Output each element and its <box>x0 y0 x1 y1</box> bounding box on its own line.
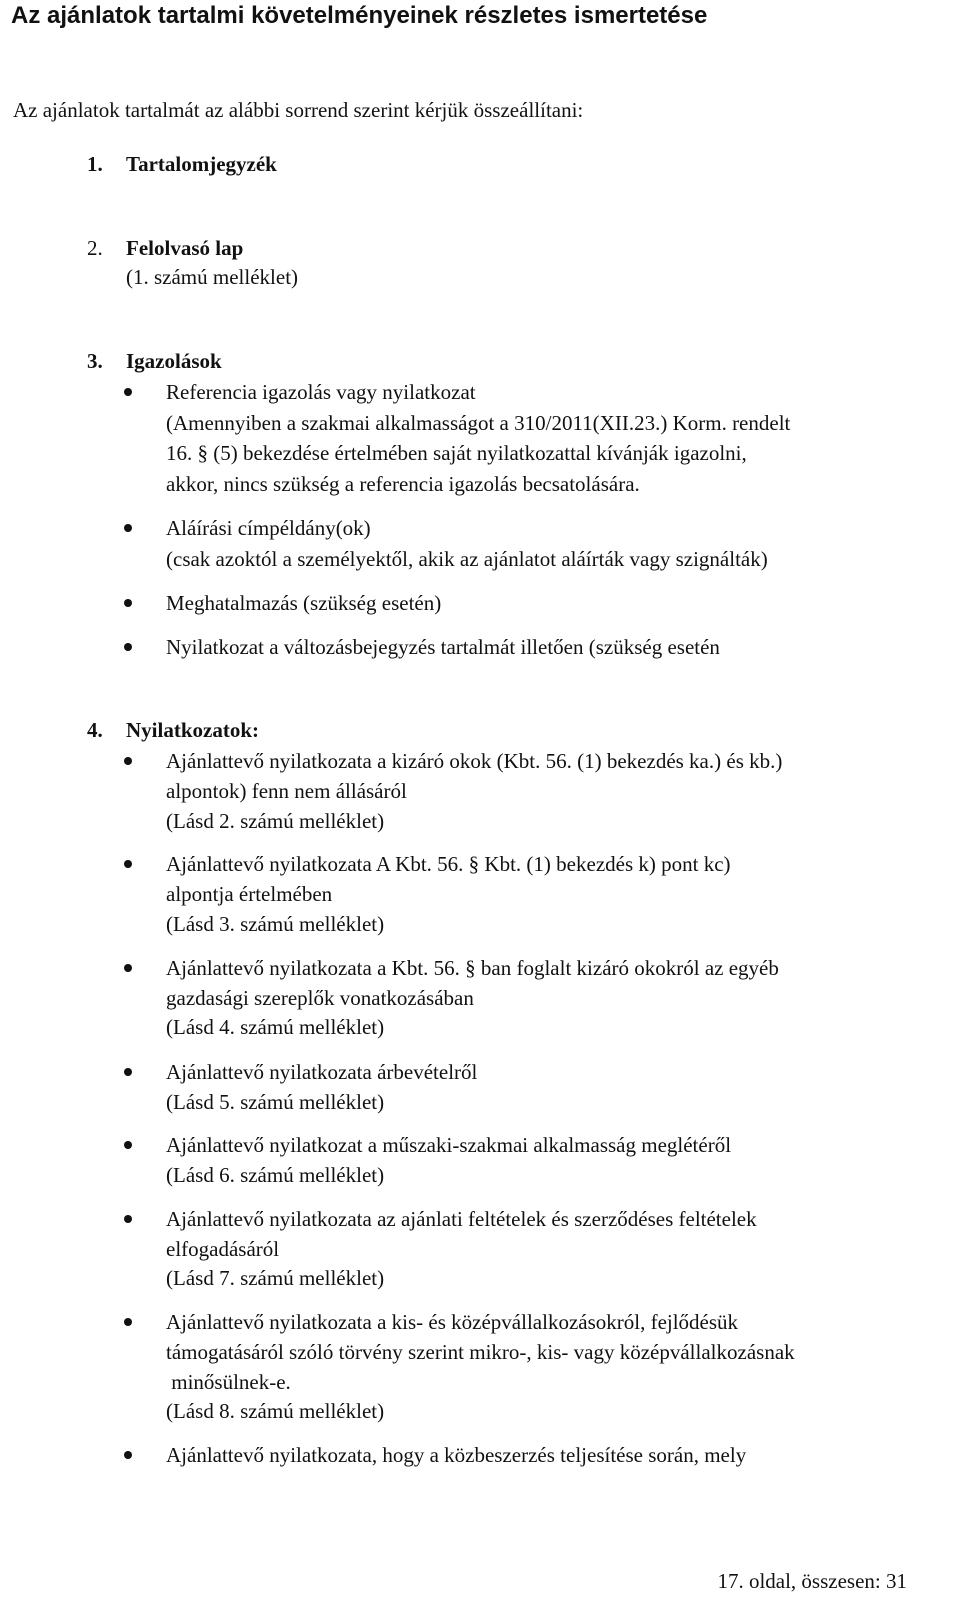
bullet-icon <box>124 524 132 532</box>
section-label: Tartalomjegyzék <box>126 152 277 176</box>
list-item-line: Referencia igazolás vagy nyilatkozat <box>166 380 476 404</box>
list-item-line: Ajánlattevő nyilatkozat a műszaki-szakmai alkalmasság meglétéről <box>166 1133 732 1157</box>
section-label: Felolvasó lap <box>126 236 244 260</box>
list-item-line: (Lásd 4. számú melléklet) <box>166 1015 385 1039</box>
list-item-line: Ajánlattevő nyilatkozata az ajánlati feltételek és szerződéses feltételek <box>166 1207 757 1231</box>
section-label: Igazolások <box>126 349 222 373</box>
list-item-line: (Lásd 3. számú melléklet) <box>166 912 385 936</box>
bullet-icon <box>124 757 132 765</box>
section-label: Nyilatkozatok: <box>126 718 259 742</box>
section-number: 2. <box>87 236 103 260</box>
list-item-line: Ajánlattevő nyilatkozata árbevételről <box>166 1060 478 1084</box>
list-item-line: Meghatalmazás (szükség esetén) <box>166 591 442 615</box>
bullet-icon <box>124 1068 132 1076</box>
section-number: 1. <box>87 152 103 176</box>
list-item-line: (Lásd 8. számú melléklet) <box>166 1399 385 1423</box>
list-item-line: 16. § (5) bekezdése értelmében saját nyilatkozattal kívánják igazolni, <box>166 441 747 465</box>
list-item-line: alpontok) fenn nem állásáról <box>166 779 407 803</box>
bullet-icon <box>124 643 132 651</box>
list-item-line: (Lásd 2. számú melléklet) <box>166 809 385 833</box>
section-3-heading <box>87 346 222 376</box>
list-item-line: elfogadásáról <box>166 1237 280 1261</box>
list-item-line: (Lásd 7. számú melléklet) <box>166 1266 385 1290</box>
list-item-line: (Lásd 6. számú melléklet) <box>166 1163 385 1187</box>
list-item-line: akkor, nincs szükség a referencia igazolás becsatolására. <box>166 472 640 496</box>
bullet-icon <box>124 1318 132 1326</box>
bullet-icon <box>124 1451 132 1459</box>
list-item-line: Ajánlattevő nyilatkozata a kizáró okok (Kbt. 56. (1) bekezdés ka.) és kb.) <box>166 749 783 773</box>
bullet-icon <box>124 860 132 868</box>
list-item-line: Ajánlattevő nyilatkozata a kis- és középvállalkozásokról, fejlődésük <box>166 1310 739 1334</box>
bullet-icon <box>124 1215 132 1223</box>
section-2-heading <box>87 233 243 263</box>
list-item-line: minősülnek-e. <box>166 1370 291 1394</box>
section-number: 3. <box>87 349 103 373</box>
list-item-line: Ajánlattevő nyilatkozata, hogy a közbeszerzés teljesítése során, mely <box>166 1443 747 1467</box>
bullet-icon <box>124 388 132 396</box>
list-item-line: támogatásáról szóló törvény szerint mikro-, kis- vagy középvállalkozásnak <box>166 1340 795 1364</box>
list-item-line: Nyilatkozat a változásbejegyzés tartalmát illetően (szükség esetén <box>166 635 720 659</box>
list-item-line: Ajánlattevő nyilatkozata a Kbt. 56. § ban foglalt kizáró okokról az egyéb <box>166 956 779 980</box>
bullet-icon <box>124 1141 132 1149</box>
list-item-line: (csak azoktól a személyektől, akik az ajánlatot aláírták vagy szignálták) <box>166 547 768 571</box>
list-item-line: alpontja értelmében <box>166 882 333 906</box>
list-item-line: (Lásd 5. számú melléklet) <box>166 1090 385 1114</box>
list-item-line: Aláírási címpéldány(ok) <box>166 516 371 540</box>
section-2-subtitle: (1. számú melléklet) <box>126 265 299 289</box>
bullet-icon <box>124 964 132 972</box>
list-item-line: (Amennyiben a szakmai alkalmasságot a 310/2011(XII.23.) Korm. rendelt <box>166 411 791 435</box>
list-item-line: gazdasági szereplők vonatkozásában <box>166 986 474 1010</box>
intro-text: Az ajánlatok tartalmát az alábbi sorrend szerint kérjük összeállítani: <box>13 98 584 122</box>
page-number-footer: 17. oldal, összesen: 31 <box>717 1569 907 1593</box>
bullet-icon <box>124 599 132 607</box>
section-4-heading <box>87 715 259 745</box>
page-title: Az ajánlatok tartalmi követelményeinek részletes ismertetése <box>11 2 708 29</box>
section-number: 4. <box>87 718 103 742</box>
section-1-heading <box>87 149 277 179</box>
list-item-line: Ajánlattevő nyilatkozata A Kbt. 56. § Kbt. (1) bekezdés k) pont kc) <box>166 852 731 876</box>
